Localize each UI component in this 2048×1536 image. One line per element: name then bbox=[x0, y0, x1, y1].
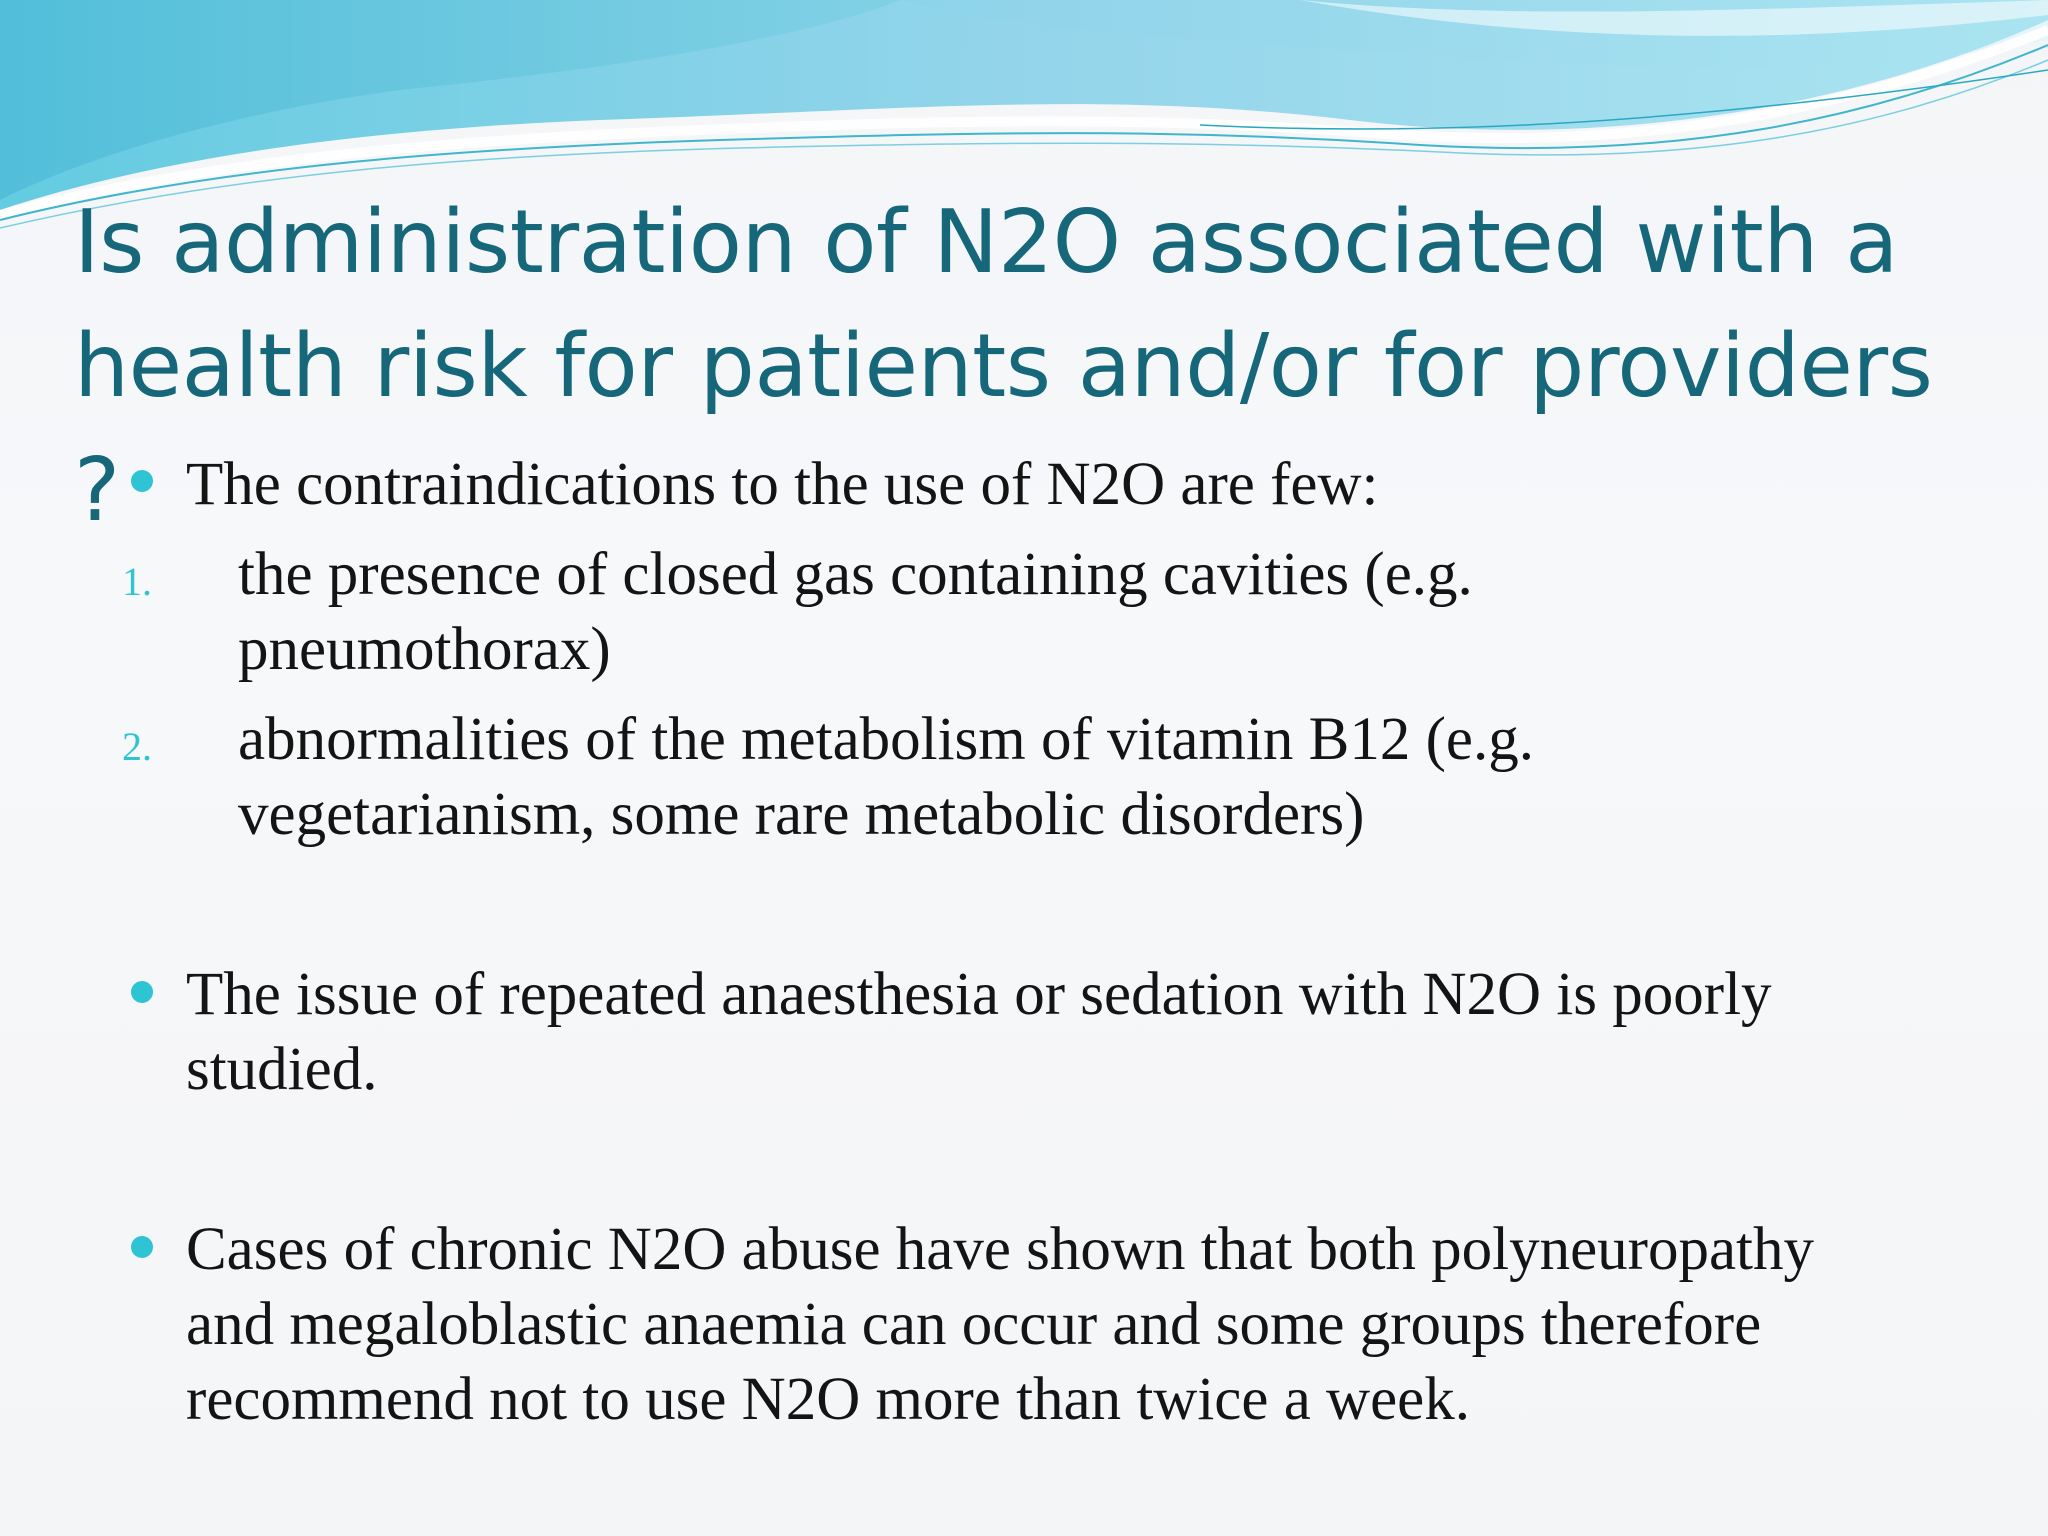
bullet-dot-icon bbox=[131, 981, 153, 1003]
numbered-item-1-line-2: pneumothorax) bbox=[238, 616, 611, 683]
numbered-item-2-line-2: vegetarianism, some rare metabolic disorders) bbox=[238, 781, 1365, 848]
numbered-item-2-line-1: abnormalities of the metabolism of vitamin B12 (e.g. bbox=[238, 706, 1534, 773]
bullet-3-line-1: Cases of chronic N2O abuse have shown that both polyneuropathy bbox=[186, 1216, 1814, 1283]
numbered-item-2-number: 2. bbox=[122, 724, 152, 769]
bullet-1-line-1: The contraindications to the use of N2O are few: bbox=[186, 451, 1379, 518]
title-line-2: health risk for patients and/or for providers ? bbox=[74, 315, 1933, 541]
bullet-2-line-2: studied. bbox=[186, 1036, 378, 1103]
numbered-item-1-text bbox=[238, 537, 1473, 687]
bullet-3-text bbox=[186, 1212, 1814, 1437]
bullet-2-text bbox=[186, 957, 1772, 1107]
title-line-1: Is administration of N2O associated with a bbox=[74, 191, 1898, 293]
numbered-item-1-number: 1. bbox=[122, 559, 152, 604]
bullet-1-text bbox=[186, 447, 1378, 522]
bullet-3-line-3: recommend not to use N2O more than twice a week. bbox=[186, 1366, 1470, 1433]
bullet-dot-icon bbox=[131, 1236, 153, 1258]
numbered-item-1-line-1: the presence of closed gas containing cavities (e.g. bbox=[238, 541, 1473, 608]
bullet-3-line-2: and megaloblastic anaemia can occur and some groups therefore bbox=[186, 1291, 1762, 1358]
numbered-item-2-text bbox=[238, 702, 1534, 852]
bullet-2-line-1: The issue of repeated anaesthesia or sedation with N2O is poorly bbox=[186, 961, 1772, 1028]
bullet-dot-icon bbox=[131, 470, 153, 492]
